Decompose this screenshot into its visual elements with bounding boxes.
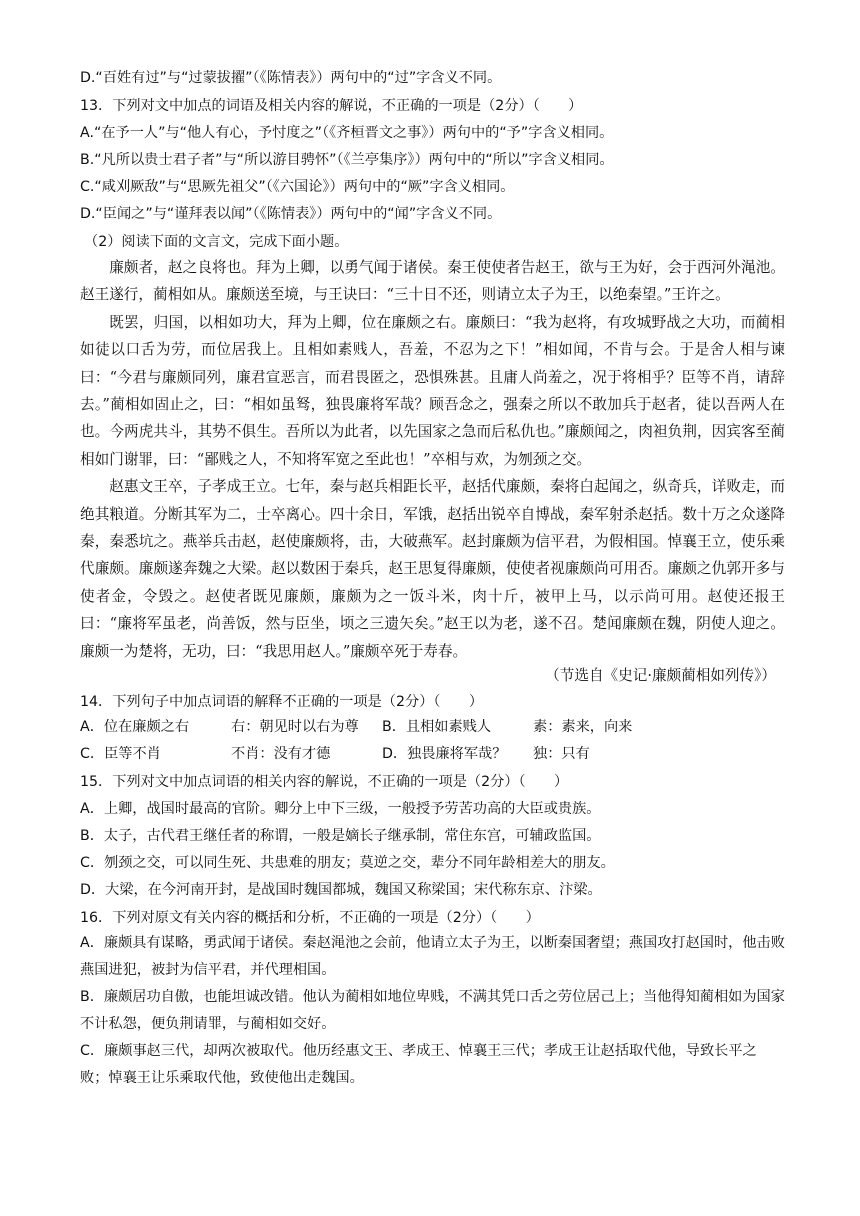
q15-option-d: D．大梁，在今河南开封，是战国时魏国都城，魏国又称梁国；宋代称东京、汴梁。 (80, 882, 602, 898)
q13-stem: 13．下列对文中加点的词语及相关内容的解说，不正确的一项是（2分）（ ） (80, 98, 583, 114)
q14-option-c-sentence: C．臣等不肖 (80, 746, 161, 762)
q15-option-a: A．上卿，战国时最高的官阶。卿分上中下三级，一般授予劳苦功高的大臣或贵族。 (80, 801, 601, 817)
q14-option-c-gloss: 不肖：没有才德 (231, 746, 331, 762)
passage-source: （节选自《史记·廉颇蔺相如列传》） (545, 667, 776, 684)
q16-option-a: A．廉颇具有谋略，勇武闻于诸侯。秦赵渑池之会前，他请立太子为王，以断秦国奢望；燕国攻打赵国时，他击败燕国进犯，被封为信平君，并代理相国。 (80, 935, 785, 978)
passage-paragraph-3: 赵惠文王卒，子孝成王立。七年，秦与赵兵相距长平，赵括代廉颇，秦将白起闻之，纵奇兵，详败走，而绝其粮道。分断其军为二，士卒离心。四十余日，军饿，赵括出锐卒自博战，秦军射杀赵括。数十万之众遂降秦，秦悉坑之。燕举兵击赵，赵使廉颇将，击，大破燕军。赵封廉颇为信平君，为假相国。悼襄王立，使乐乘代廉颇。廉颇遂奔魏之大梁。赵以数困于秦兵，赵王思复得廉颇，使使者视廉颇尚可用否。廉颇之仇郭开多与使者金，令毁之。赵使者既见廉颇，廉颇为之一饭斗米，肉十斤，被甲上马，以示尚可用。赵使还报王曰：“廉将军虽老，尚善饭，然与臣坐，顷之三遗矢矣。”赵王以为老，遂不召。楚闻廉颇在魏，阴使人迎之。廉颇一为楚将，无功，曰：“我思用赵人。”廉颇卒死于寿春。 (80, 478, 785, 660)
q15-stem: 15．下列对文中加点词语的相关内容的解说，不正确的一项是（2分）（ ） (80, 774, 569, 790)
q14-option-a-sentence: A．位在廉颇之右 (80, 719, 190, 735)
section-heading: （2）阅读下面的文言文，完成下面小题。 (84, 234, 349, 250)
q12-option-d: D.“百姓有过”与“过蒙拔擢”（《陈情表》）两句中的“过”字含义不同。 (80, 70, 502, 86)
q14-option-d-sentence: D．独畏廉将军哉？ (382, 746, 507, 762)
q15-option-b: B．太子，古代君王继任者的称谓，一般是嫡长子继承制，常住东宫，可辅政监国。 (80, 828, 601, 844)
q16-stem: 16．下列对原文有关内容的概括和分析，不正确的一项是（2分）（ ） (80, 910, 540, 926)
q13-option-a: A.“在予一人”与“他人有心，予忖度之”（《齐桓晋文之事》）两句中的“予”字含义相同。 (80, 125, 614, 141)
q13-option-b: B.“凡所以贵士君子者”与“所以游目骋怀”（《兰亭集序》）两句中的“所以”字含义相同。 (80, 152, 614, 168)
q14-stem: 14．下列句子中加点词语的解释不正确的一项是（2分）（ ） (80, 694, 484, 710)
q14-option-d-gloss: 独：只有 (533, 746, 590, 762)
q15-option-c: C．刎颈之交，可以同生死、共患难的朋友；莫逆之交，辈分不同年龄相差大的朋友。 (80, 855, 615, 871)
passage-paragraph-2: 既罢，归国，以相如功大，拜为上卿，位在廉颇之右。廉颇曰：“我为赵将，有攻城野战之大功，而蔺相如徒以口舌为劳，而位居我上。且相如素贱人，吾羞，不忍为之下！”相如闻，不肯与会。于是舍人相与谏曰：“今君与廉颇同列，廉君宣恶言，而君畏匿之，恐惧殊甚。且庸人尚羞之，况于将相乎？臣等不肖，请辞去。”蔺相如固止之，曰：“相如虽驽，独畏廉将军哉？顾吾念之，强秦之所以不敢加兵于赵者，徒以吾两人在也。今两虎共斗，其势不俱生。吾所以为此者，以先国家之急而后私仇也。”廉颇闻之，肉袒负荆，因宾客至蔺相如门谢罪，曰：“鄙贱之人，不知将军宽之至此也！”卒相与欢，为刎颈之交。 (80, 313, 785, 468)
q13-option-c: C.“咸刈厥敌”与“思厥先祖父”（《六国论》）两句中的“厥”字含义相同。 (80, 179, 515, 195)
q14-option-b-sentence: B．且相如素贱人 (382, 719, 492, 735)
passage-paragraph-1: 廉颇者，赵之良将也。拜为上卿，以勇气闻于诸侯。秦王使使者告赵王，欲与王为好，会于西河外渑池。赵王遂行，蔺相如从。廉颇送至境，与王诀曰：“三十日不还，则请立太子为王，以绝秦望。”王许之。 (80, 259, 785, 304)
classical-passage (80, 254, 785, 665)
q14-option-b-gloss: 素：素来，向来 (533, 719, 633, 735)
q16-option-c: C．廉颇事赵三代，却两次被取代。他历经惠文王、孝成王、悼襄王三代；孝成王让赵括取代他，导致长平之败；悼襄王让乐乘取代他，致使他出走魏国。 (80, 1043, 757, 1086)
q13-option-d: D.“臣闻之”与“谨拜表以闻”（《陈情表》）两句中的“闻”字含义不同。 (80, 206, 502, 222)
q14-option-a-gloss: 右：朝见时以右为尊 (231, 719, 359, 735)
q16-option-b: B．廉颇居功自傲，也能坦诚改错。他认为蔺相如地位卑贱，不满其凭口舌之劳位居己上；当他得知蔺相如为国家不计私怨，便负荆请罪，与蔺相如交好。 (80, 989, 785, 1032)
